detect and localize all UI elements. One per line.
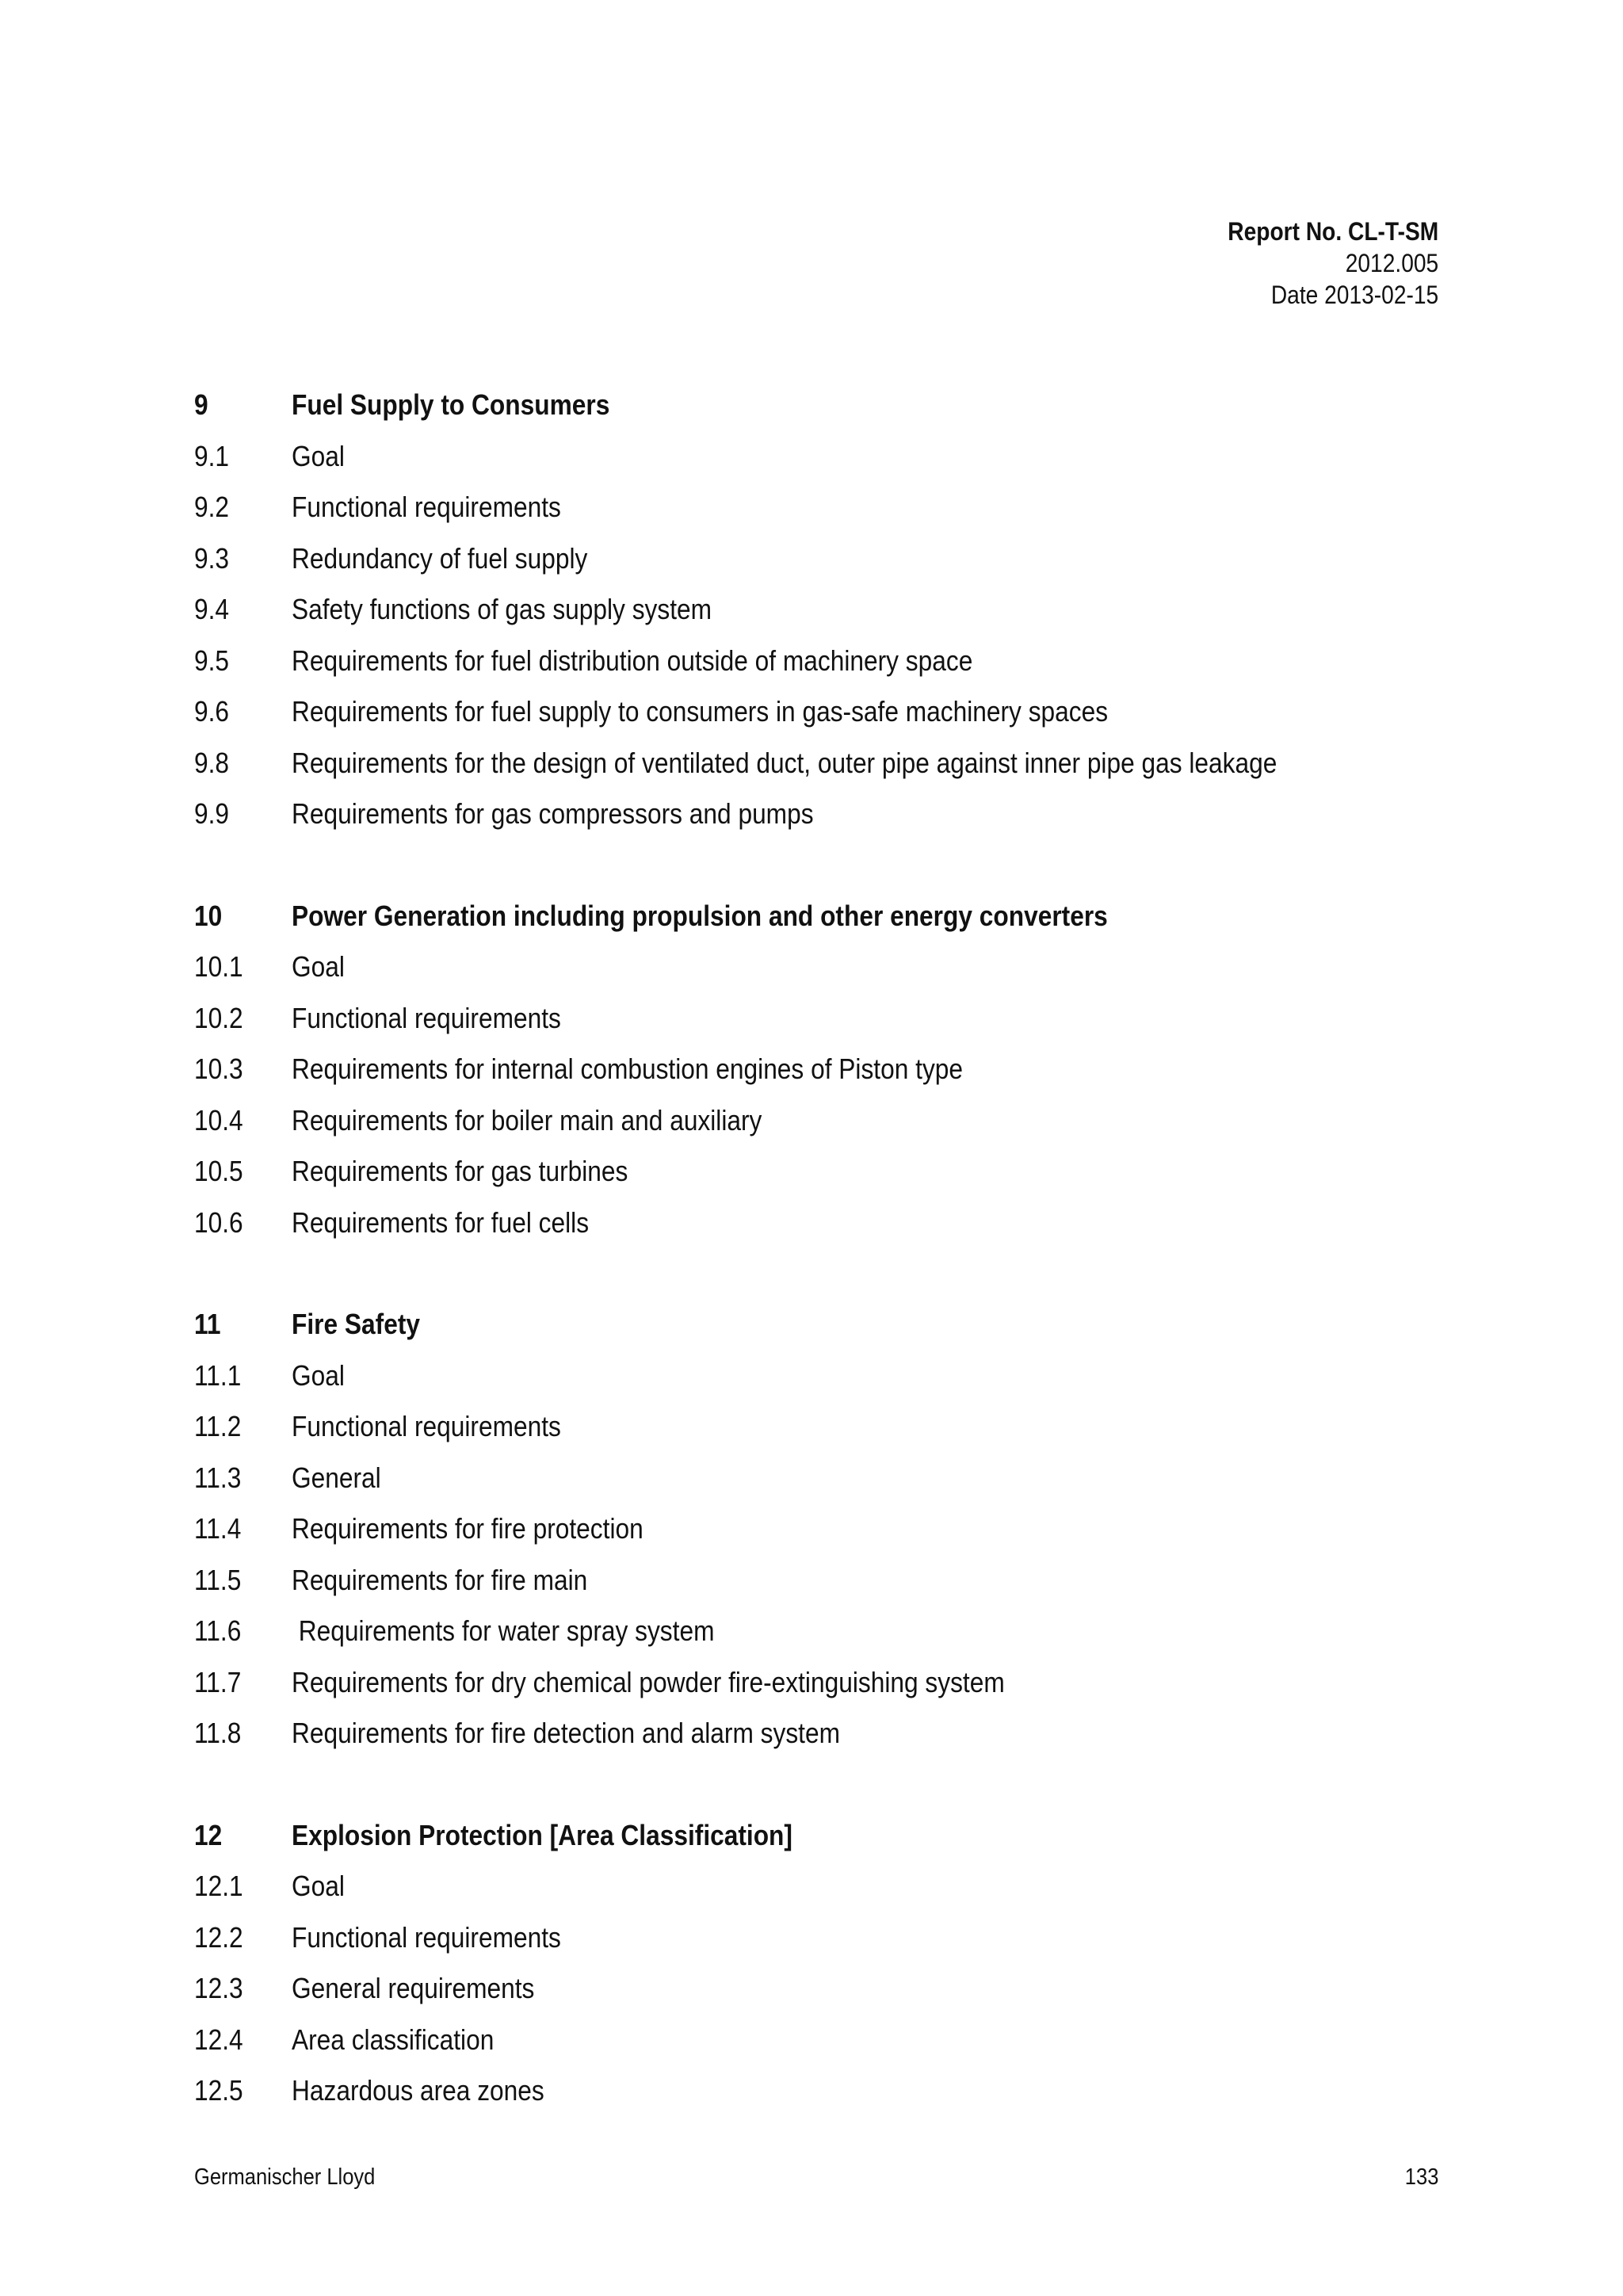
toc-entry <box>194 1657 1462 1709</box>
toc-entry <box>194 993 1462 1045</box>
toc-entry <box>194 1606 1462 1657</box>
entry-number: 10.3 <box>194 1052 243 1085</box>
toc-entry <box>194 1555 1462 1606</box>
section-number: 10 <box>194 899 223 932</box>
entry-title: Area classification <box>292 2023 495 2056</box>
entry-title: General requirements <box>292 1972 535 2004</box>
section-heading <box>194 891 1462 942</box>
entry-number: 9.8 <box>194 746 230 779</box>
entry-number: 9.3 <box>194 541 230 575</box>
entry-number: 9.4 <box>194 593 230 625</box>
entry-number: 10.2 <box>194 1001 243 1034</box>
entry-title: Requirements for fire detection and alarm system <box>292 1717 840 1749</box>
entry-title: Goal <box>292 950 345 983</box>
toc-entry <box>194 584 1462 636</box>
section-heading <box>194 1299 1462 1350</box>
entry-number: 11.5 <box>194 1563 242 1596</box>
entry-number: 9.1 <box>194 439 230 472</box>
entry-number: 11.8 <box>194 1717 242 1749</box>
entry-title: Requirements for fuel distribution outside of machinery space <box>292 644 973 677</box>
toc-entry <box>194 1708 1462 1759</box>
toc-section <box>194 1299 1462 1759</box>
section-heading <box>194 1810 1462 1862</box>
entry-number: 10.6 <box>194 1205 243 1239</box>
entry-number: 11.3 <box>194 1461 242 1494</box>
toc-entry <box>194 482 1462 533</box>
toc-entry <box>194 789 1462 840</box>
toc-entry <box>194 686 1462 738</box>
entry-title: Goal <box>292 1870 345 1902</box>
entry-number: 9.6 <box>194 695 230 728</box>
entry-title: Functional requirements <box>292 1410 561 1442</box>
entry-number: 12.4 <box>194 2023 243 2056</box>
section-title: Fuel Supply to Consumers <box>292 388 610 421</box>
toc-entry <box>194 1401 1462 1453</box>
report-header <box>1228 216 1438 311</box>
entry-title: Requirements for fire protection <box>292 1512 643 1545</box>
entry-title: Functional requirements <box>292 1920 561 1954</box>
section-number: 12 <box>194 1818 223 1851</box>
entry-number: 11.7 <box>194 1665 242 1698</box>
entry-title: Functional requirements <box>292 1001 561 1034</box>
toc-section <box>194 1810 1462 2117</box>
section-title: Power Generation including propulsion and other energy converters <box>292 899 1108 932</box>
section-number: 11 <box>194 1308 221 1340</box>
section-heading <box>194 380 1462 431</box>
section-title: Fire Safety <box>292 1308 420 1340</box>
entry-title: Goal <box>292 439 345 472</box>
entry-title: Requirements for gas compressors and pumps <box>292 797 814 830</box>
entry-number: 9.9 <box>194 797 230 830</box>
toc-section <box>194 891 1462 1249</box>
entry-number: 9.2 <box>194 491 230 523</box>
entry-number: 12.3 <box>194 1972 243 2004</box>
entry-number: 9.5 <box>194 644 230 677</box>
toc-entry <box>194 1963 1462 2015</box>
toc-entry <box>194 2015 1462 2066</box>
entry-number: 11.4 <box>194 1512 242 1545</box>
entry-number: 11.1 <box>194 1358 242 1392</box>
toc-section <box>194 380 1462 840</box>
entry-number: 10.4 <box>194 1103 243 1137</box>
page-number: 133 <box>1404 2164 1438 2190</box>
entry-number: 12.1 <box>194 1870 243 1902</box>
table-of-contents <box>194 380 1462 2168</box>
entry-title: Safety functions of gas supply system <box>292 593 712 625</box>
toc-entry <box>194 1095 1462 1147</box>
entry-title: Requirements for dry chemical powder fire-extinguishing system <box>292 1665 1005 1698</box>
toc-entry <box>194 1503 1462 1555</box>
footer-company: Germanischer Lloyd <box>194 2164 376 2190</box>
toc-entry <box>194 533 1462 585</box>
entry-title: Requirements for fuel cells <box>292 1205 590 1239</box>
entry-number: 11.2 <box>194 1410 242 1442</box>
toc-entry <box>194 1350 1462 1402</box>
toc-entry <box>194 2065 1462 2117</box>
entry-title: Requirements for fire main <box>292 1563 588 1596</box>
toc-entry <box>194 431 1462 483</box>
entry-title: Requirements for internal combustion engines of Piston type <box>292 1052 964 1085</box>
entry-title: Requirements for boiler main and auxiliary <box>292 1103 762 1137</box>
section-number: 9 <box>194 388 208 421</box>
entry-title: Requirements for fuel supply to consumers in gas-safe machinery spaces <box>292 695 1109 728</box>
entry-number: 12.2 <box>194 1920 243 1954</box>
toc-entry <box>194 1912 1462 1964</box>
section-title: Explosion Protection [Area Classification] <box>292 1818 792 1851</box>
entry-title: General <box>292 1461 381 1494</box>
entry-title: Requirements for the design of ventilated duct, outer pipe against inner pipe gas leakage <box>292 746 1277 779</box>
toc-entry <box>194 1146 1462 1198</box>
entry-number: 10.1 <box>194 950 243 983</box>
toc-entry <box>194 942 1462 993</box>
entry-title: Hazardous area zones <box>292 2074 544 2107</box>
entry-number: 10.5 <box>194 1155 243 1187</box>
entry-title: Goal <box>292 1358 345 1392</box>
toc-entry <box>194 1453 1462 1504</box>
toc-entry <box>194 1198 1462 1249</box>
report-id: 2012.005 <box>1345 249 1438 277</box>
toc-entry <box>194 1861 1462 1912</box>
entry-number: 12.5 <box>194 2074 243 2107</box>
entry-title: Functional requirements <box>292 491 561 523</box>
report-date: Date 2013-02-15 <box>1270 281 1438 309</box>
entry-number: 11.6 <box>194 1614 242 1647</box>
entry-title: Redundancy of fuel supply <box>292 541 588 575</box>
page-footer <box>194 2161 1438 2193</box>
entry-title: Requirements for water spray system <box>292 1614 715 1647</box>
entry-title: Requirements for gas turbines <box>292 1155 628 1187</box>
toc-entry <box>194 738 1462 789</box>
report-number: Report No. CL-T-SM <box>1228 217 1438 246</box>
toc-entry <box>194 636 1462 687</box>
toc-entry <box>194 1044 1462 1095</box>
